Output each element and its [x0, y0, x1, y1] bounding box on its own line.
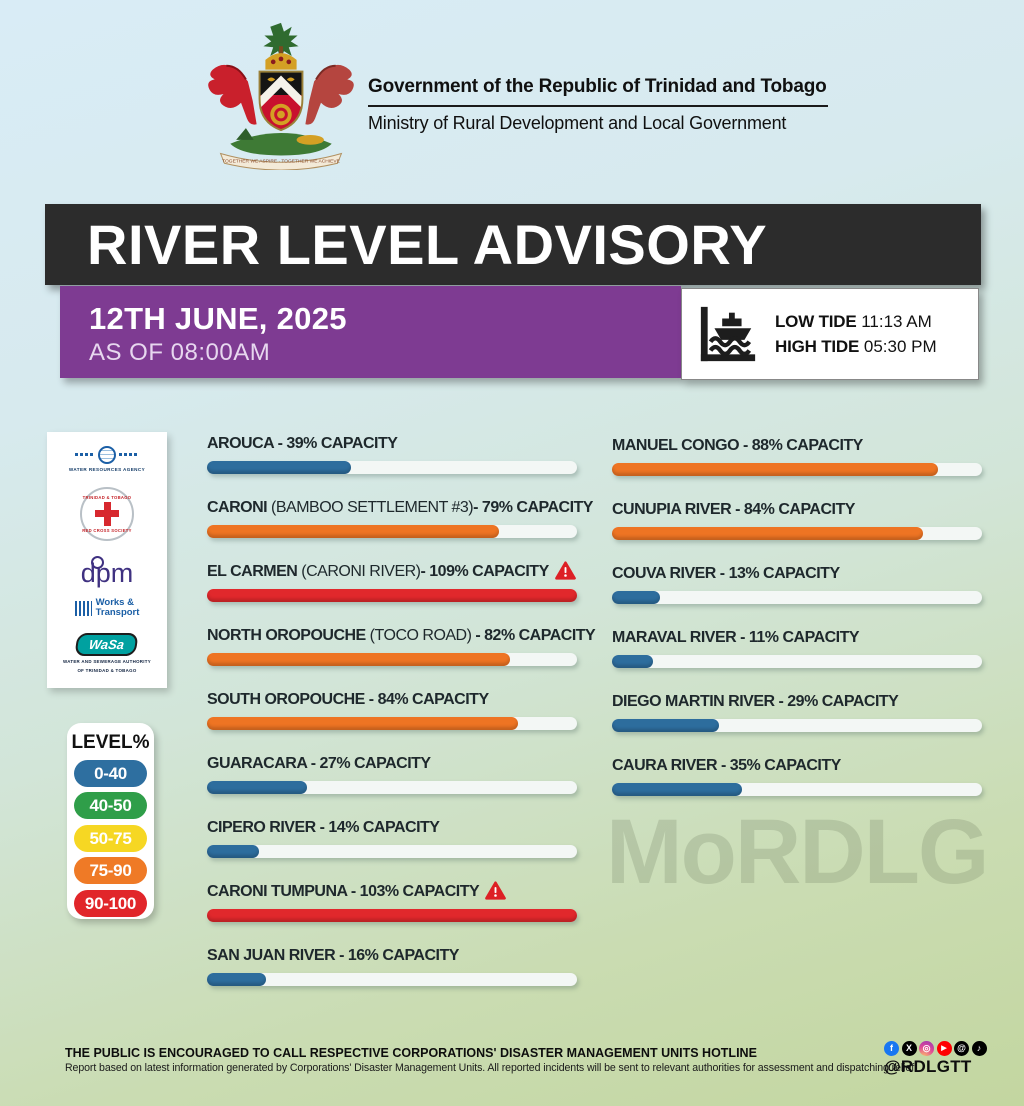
- river-row-el-carmen: EL CARMEN (CARONI RIVER)- 109% CAPACITY: [207, 559, 577, 602]
- river-row-cipero: CIPERO RIVER - 14% CAPACITY: [207, 815, 577, 858]
- river-column-right: [612, 433, 982, 817]
- river-row-diego-martin: DIEGO MARTIN RIVER - 29% CAPACITY: [612, 689, 982, 732]
- river-bar-fill: [207, 589, 577, 602]
- odpm-logo: [80, 556, 134, 588]
- river-bar-fill: [207, 973, 266, 986]
- wasa-logo: [63, 633, 151, 674]
- river-row-couva: COUVA RIVER - 13% CAPACITY: [612, 561, 982, 604]
- social-handle: @RDLGTT: [884, 1057, 972, 1076]
- river-name: COUVA RIVER: [612, 565, 716, 582]
- government-title: Government of the Republic of Trinidad and Tobago: [368, 76, 828, 107]
- works-transport-icon: [75, 601, 92, 616]
- river-name: EL CARMEN: [207, 563, 298, 580]
- wasa-caption1: WATER AND SEWERAGE AUTHORITY: [63, 659, 151, 665]
- river-name: GUARACARA: [207, 755, 307, 772]
- river-name: SOUTH OROPOUCHE: [207, 691, 365, 708]
- river-name: SAN JUAN RIVER: [207, 947, 336, 964]
- river-bar-track: [612, 463, 982, 476]
- river-bar-fill: [207, 909, 577, 922]
- river-name: CUNUPIA RIVER: [612, 501, 732, 518]
- river-bar-track: [612, 783, 982, 796]
- river-bar-track: [612, 655, 982, 668]
- river-bar-fill: [612, 655, 653, 668]
- river-name: AROUCA: [207, 435, 274, 452]
- river-name: NORTH OROPOUCHE: [207, 627, 366, 644]
- river-name: CARONI: [207, 499, 268, 516]
- high-tide-label: HIGH TIDE: [775, 337, 860, 356]
- tide-ship-icon: [697, 303, 759, 365]
- water-resources-agency-logo: [69, 446, 145, 472]
- facebook-icon[interactable]: f: [884, 1041, 899, 1056]
- instagram-icon[interactable]: ◎: [919, 1041, 934, 1056]
- river-bar-track: [207, 525, 577, 538]
- advisory-as-of: AS OF 08:00AM: [89, 339, 271, 366]
- red-cross-caption-top: TRINIDAD & TOBAGO: [82, 494, 132, 500]
- legend-title: LEVEL%: [71, 732, 150, 753]
- works-line1: Works &: [95, 597, 134, 609]
- low-tide-time: 11:13 AM: [861, 312, 932, 331]
- header: [368, 76, 828, 134]
- threads-icon[interactable]: @: [954, 1041, 969, 1056]
- river-bar-track: [612, 527, 982, 540]
- wasa-badge: WaSa: [75, 633, 139, 656]
- river-bar-fill: [207, 653, 510, 666]
- river-bar-track: [207, 973, 577, 986]
- river-bar-fill: [207, 781, 307, 794]
- river-name: CARONI TUMPUNA: [207, 883, 347, 900]
- tide-times: [775, 309, 937, 359]
- advisory-date: 12TH JUNE, 2025: [89, 301, 347, 336]
- legend-pill-75-90: 75-90: [74, 857, 147, 884]
- river-name: MARAVAL RIVER: [612, 629, 737, 646]
- river-bar-track: [207, 653, 577, 666]
- river-bar-fill: [612, 783, 742, 796]
- footer-hotline-text: THE PUBLIC IS ENCOURAGED TO CALL RESPECTIVE CORPORATIONS' DISASTER MANAGEMENT UNITS HOTLINE: [65, 1046, 757, 1060]
- wra-caption: WATER RESOURCES AGENCY: [68, 466, 146, 472]
- ministry-title: Ministry of Rural Development and Local Government: [368, 113, 787, 133]
- river-row-guaracara: GUARACARA - 27% CAPACITY: [207, 751, 577, 794]
- page-title: RIVER LEVEL ADVISORY: [87, 213, 768, 276]
- crest-motto: TOGETHER WE ASPIRE · TOGETHER WE ACHIEVE: [222, 159, 340, 165]
- red-cross-icon: [95, 502, 119, 526]
- coat-of-arms: [203, 20, 359, 170]
- wra-chain-icon: [75, 453, 95, 456]
- red-cross-logo: [80, 487, 134, 541]
- river-row-arouca: AROUCA - 39% CAPACITY: [207, 431, 577, 474]
- title-banner: [45, 204, 981, 285]
- river-row-san-juan: SAN JUAN RIVER - 16% CAPACITY: [207, 943, 577, 986]
- level-legend: [67, 723, 154, 919]
- footer-disclaimer-text: Report based on latest information generated by Corporations' Disaster Management Units. All reported incidents will be sent to relevant authorities for assessment and dispatching relief.: [65, 1062, 917, 1074]
- river-column-left: [207, 431, 596, 1007]
- river-bar-track: [207, 717, 577, 730]
- river-row-caroni-bamboo: CARONI (BAMBOO SETTLEMENT #3)- 79% CAPACITY: [207, 495, 577, 538]
- river-bar-fill: [207, 717, 518, 730]
- legend-pill-0-40: 0-40: [74, 760, 147, 787]
- river-bar-track: [207, 909, 577, 922]
- river-bar-fill: [612, 527, 923, 540]
- river-row-cunupia: CUNUPIA RIVER - 84% CAPACITY: [612, 497, 982, 540]
- river-name: DIEGO MARTIN RIVER: [612, 693, 775, 710]
- warning-icon: [485, 881, 506, 909]
- river-bar-track: [207, 461, 577, 474]
- river-bar-fill: [612, 719, 719, 732]
- river-row-manuel-congo: MANUEL CONGO - 88% CAPACITY: [612, 433, 982, 476]
- river-name: CIPERO RIVER: [207, 819, 316, 836]
- low-tide-label: LOW TIDE: [775, 312, 857, 331]
- tide-box: [681, 288, 979, 380]
- wra-chain-icon: [119, 453, 139, 456]
- social-icons: [884, 1041, 1004, 1056]
- high-tide-time: 05:30 PM: [863, 337, 937, 356]
- river-bar-fill: [207, 461, 351, 474]
- river-name: MANUEL CONGO: [612, 437, 740, 454]
- partner-logos-box: [47, 432, 167, 688]
- river-bar-track: [207, 781, 577, 794]
- river-bar-fill: [207, 845, 259, 858]
- x-icon[interactable]: X: [902, 1041, 917, 1056]
- legend-pill-90-100: 90-100: [74, 890, 147, 917]
- river-row-caura: CAURA RIVER - 35% CAPACITY: [612, 753, 982, 796]
- wra-globe-icon: [98, 446, 116, 464]
- river-bar-fill: [612, 591, 660, 604]
- river-bar-fill: [612, 463, 938, 476]
- tiktok-icon[interactable]: ♪: [972, 1041, 987, 1056]
- river-row-caroni-tumpuna: CARONI TUMPUNA - 103% CAPACITY: [207, 879, 577, 922]
- mordlg-watermark: MoRDLG: [606, 801, 988, 903]
- river-bar-track: [612, 719, 982, 732]
- river-row-maraval: MARAVAL RIVER - 11% CAPACITY: [612, 625, 982, 668]
- works-transport-logo: [75, 598, 140, 618]
- river-bar-track: [207, 845, 577, 858]
- date-banner: [60, 286, 681, 378]
- youtube-icon[interactable]: ▶: [937, 1041, 952, 1056]
- legend-pill-50-75: 50-75: [74, 825, 147, 852]
- river-bar-track: [207, 589, 577, 602]
- river-bar-fill: [207, 525, 499, 538]
- works-line2: Transport: [95, 607, 140, 619]
- river-name: CAURA RIVER: [612, 757, 718, 774]
- odpm-text: dpm: [80, 557, 134, 588]
- river-bar-track: [612, 591, 982, 604]
- social-block: [884, 1041, 1004, 1077]
- red-cross-caption-bottom: RED CROSS SOCIETY: [82, 527, 132, 533]
- river-row-north-oropouche: NORTH OROPOUCHE (TOCO ROAD) - 82% CAPACITY: [207, 623, 577, 666]
- river-row-south-oropouche: SOUTH OROPOUCHE - 84% CAPACITY: [207, 687, 577, 730]
- wasa-caption2: OF TRINIDAD & TOBAGO: [77, 668, 137, 674]
- warning-icon: [555, 561, 576, 589]
- legend-pill-40-50: 40-50: [74, 792, 147, 819]
